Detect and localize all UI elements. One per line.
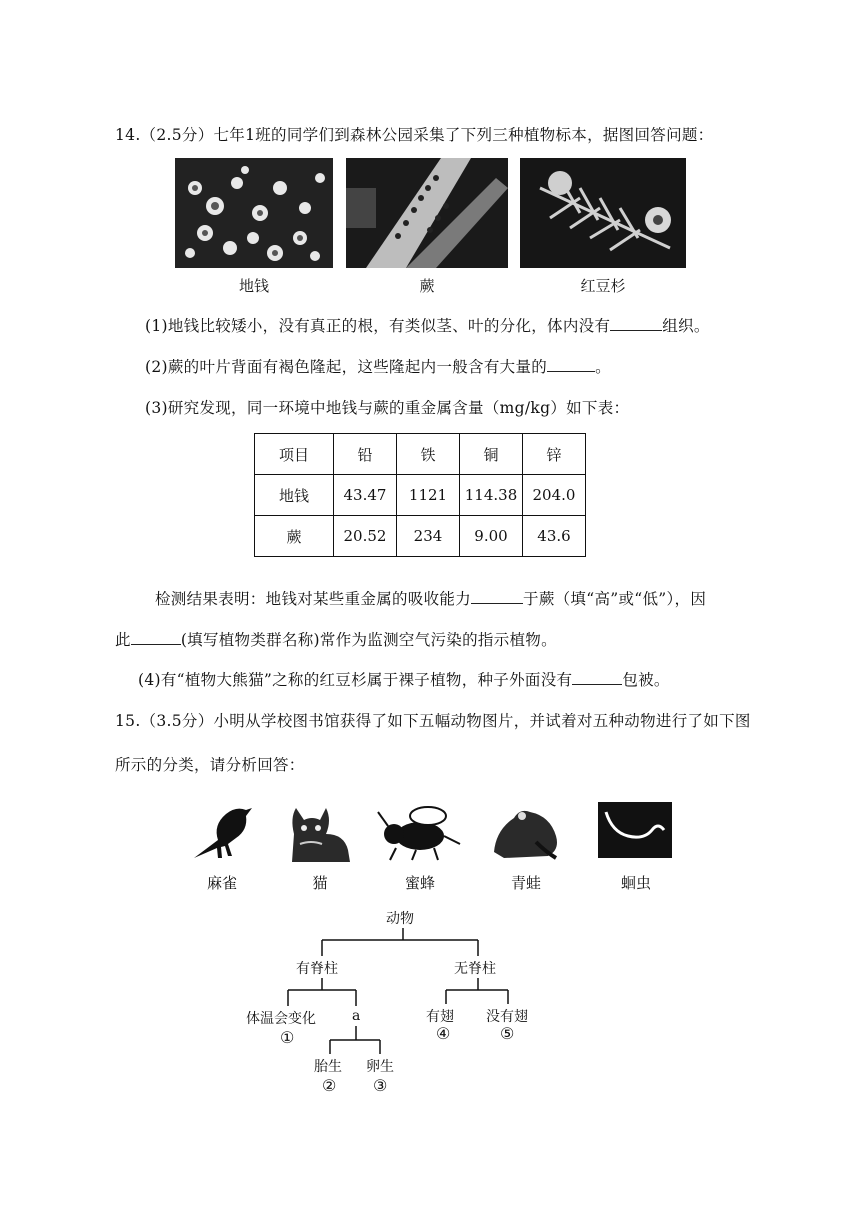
cat-icon bbox=[286, 800, 354, 864]
sparrow-icon bbox=[188, 800, 258, 862]
q14-part1-tail: 组织。 bbox=[662, 317, 710, 335]
fern-photo bbox=[346, 158, 508, 268]
table-cell: 20.52 bbox=[334, 516, 397, 557]
q14-result-tail: 于蕨（填“高”或“低”），因 bbox=[523, 590, 707, 608]
photo-label-fern: 蕨 bbox=[419, 277, 435, 295]
q14-result-text: 检测结果表明：地钱对某些重金属的吸收能力 bbox=[155, 590, 472, 608]
tree-num-3: ③ bbox=[373, 1076, 388, 1095]
animal-label-sparrow: 麻雀 bbox=[206, 874, 237, 892]
liverwort-photo bbox=[175, 158, 333, 268]
table-header: 项目 bbox=[255, 434, 334, 475]
q14-part2-tail: 。 bbox=[595, 358, 611, 376]
tree-num-2: ② bbox=[322, 1076, 337, 1095]
bee-icon bbox=[376, 800, 462, 862]
blank-1[interactable] bbox=[610, 316, 662, 331]
table-header: 锌 bbox=[523, 434, 586, 475]
animal-label-bee: 蜜蜂 bbox=[404, 874, 435, 892]
photo-label-yew: 红豆杉 bbox=[580, 277, 626, 295]
table-cell: 43.47 bbox=[334, 475, 397, 516]
q14-part1-text: (1)地钱比较矮小，没有真正的根，有类似茎、叶的分化，体内没有 bbox=[145, 317, 611, 335]
photo-label-liverwort: 地钱 bbox=[238, 277, 269, 295]
blank-4[interactable] bbox=[131, 630, 181, 645]
tree-root: 动物 bbox=[386, 911, 414, 927]
q14-part1 bbox=[145, 314, 710, 336]
tree-num-5: ⑤ bbox=[500, 1024, 515, 1043]
table-cell: 114.38 bbox=[460, 475, 523, 516]
animal-label-cat: 猫 bbox=[312, 874, 328, 892]
q14-result-prefix: 此 bbox=[115, 631, 131, 649]
tree-oviparous: 卵生 bbox=[366, 1059, 394, 1075]
q14-part3: (3)研究发现，同一环境中地钱与蕨的重金属含量（mg/kg）如下表： bbox=[145, 399, 630, 417]
table-cell: 204.0 bbox=[523, 475, 586, 516]
tree-wingless: 没有翅 bbox=[486, 1009, 528, 1025]
table-cell: 1121 bbox=[397, 475, 460, 516]
q15-title-line1: 15.（3.5分）小明从学校图书馆获得了如下五幅动物图片，并试着对五种动物进行了如下图 bbox=[115, 712, 751, 730]
table-header: 铁 bbox=[397, 434, 460, 475]
tree-invertebrate: 无脊柱 bbox=[454, 961, 496, 977]
q14-part4-text: (4)有“植物大熊猫”之称的红豆杉属于裸子植物，种子外面没有 bbox=[138, 671, 573, 689]
animal-label-roundworm: 蛔虫 bbox=[620, 874, 651, 892]
q14-part4-tail: 包被。 bbox=[622, 671, 670, 689]
tree-cold-blooded: 体温会变化 bbox=[246, 1011, 316, 1027]
tree-winged: 有翅 bbox=[426, 1009, 454, 1025]
blank-3[interactable] bbox=[471, 589, 523, 604]
tree-a: a bbox=[352, 1008, 361, 1024]
tree-num-1: ① bbox=[280, 1028, 295, 1047]
blank-2[interactable] bbox=[547, 357, 595, 372]
tree-num-4: ④ bbox=[436, 1024, 451, 1043]
yew-image bbox=[520, 158, 686, 268]
yew-photo bbox=[520, 158, 686, 268]
q15-title-line2: 所示的分类，请分析回答： bbox=[115, 756, 305, 774]
table-cell: 234 bbox=[397, 516, 460, 557]
tree-viviparous: 胎生 bbox=[314, 1059, 342, 1075]
frog-icon bbox=[490, 802, 562, 860]
table-header: 铅 bbox=[334, 434, 397, 475]
table-cell: 9.00 bbox=[460, 516, 523, 557]
heavy-metal-table bbox=[254, 433, 586, 557]
q14-result-end: (填写植物类群名称)常作为监测空气污染的指示植物。 bbox=[180, 631, 557, 649]
fern-image bbox=[346, 158, 508, 268]
q14-part2 bbox=[145, 355, 611, 377]
table-header-row bbox=[255, 434, 586, 475]
table-cell: 地钱 bbox=[255, 475, 334, 516]
roundworm-icon bbox=[598, 802, 672, 858]
table-header: 铜 bbox=[460, 434, 523, 475]
table-row bbox=[255, 475, 586, 516]
animal-label-frog: 青蛙 bbox=[510, 874, 541, 892]
q14-title: 14.（2.5分）七年1班的同学们到森林公园采集了下列三种植物标本，据图回答问题： bbox=[115, 126, 714, 144]
liverwort-image bbox=[175, 158, 333, 268]
tree-vertebrate: 有脊柱 bbox=[296, 961, 338, 977]
q14-part2-text: (2)蕨的叶片背面有褐色隆起，这些隆起内一般含有大量的 bbox=[145, 358, 548, 376]
q14-part4 bbox=[138, 668, 670, 690]
table-cell: 43.6 bbox=[523, 516, 586, 557]
q14-result-line2 bbox=[115, 628, 557, 650]
blank-5[interactable] bbox=[572, 670, 622, 685]
table-row bbox=[255, 516, 586, 557]
q14-result-line1 bbox=[155, 587, 706, 609]
table-cell: 蕨 bbox=[255, 516, 334, 557]
